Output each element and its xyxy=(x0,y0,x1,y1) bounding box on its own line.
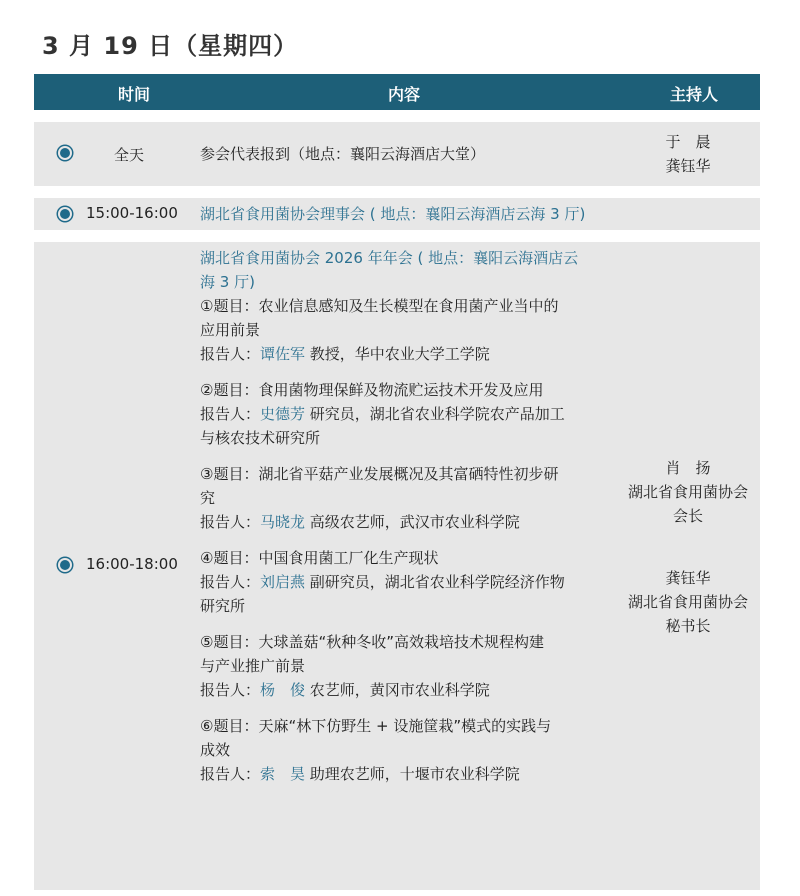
reporter-title: 研究员，湖北省农业科学院农产品加工 xyxy=(305,405,565,423)
talk-topic: 应用前景 xyxy=(200,321,261,339)
reporter-title: 教授，华中农业大学工学院 xyxy=(305,345,490,363)
row-time: 16:00-18:00 xyxy=(86,555,178,573)
talk-reporter xyxy=(200,678,620,702)
talk-topic: ①题目：农业信息感知及生长模型在食用菌产业当中的 xyxy=(200,297,559,315)
reporter-title-cont: 与核农技术研究所 xyxy=(200,429,321,447)
host-name: 肖 扬 xyxy=(665,459,711,477)
talk-topic: ⑤题目：大球盖菇“秋种冬收”高效栽培技术规程构建 xyxy=(200,633,544,651)
talk-item xyxy=(200,462,620,534)
talk-topic: ②题目：食用菌物理保鲜及物流贮运技术开发及应用 xyxy=(200,381,544,399)
host-name: 龚钰华 xyxy=(665,157,711,175)
row-content: 参会代表报到（地点：襄阳云海酒店大堂） xyxy=(200,145,486,163)
reporter-label: 报告人： xyxy=(200,573,261,591)
header-host: 主持人 xyxy=(669,85,718,104)
row-host xyxy=(608,130,768,178)
table-header xyxy=(34,74,760,110)
reporter-name: 刘启燕 xyxy=(260,573,306,591)
bullet-icon xyxy=(60,560,70,570)
talk-item xyxy=(200,546,620,618)
reporter-name: 谭佐军 xyxy=(260,345,306,363)
talk-reporter xyxy=(200,762,620,786)
reporter-title: 高级农艺师，武汉市农业科学院 xyxy=(305,513,520,531)
host-name: 于 晨 xyxy=(665,133,711,151)
schedule-row-all-day xyxy=(34,122,760,186)
talk-topic: ③题目：湖北省平菇产业发展概况及其富硒特性初步研 xyxy=(200,465,559,483)
row-content: 湖北省食用菌协会理事会 ( 地点：襄阳云海酒店云海 3 厅) xyxy=(200,205,586,223)
meeting-headline: 湖北省食用菌协会 2026 年年会 ( 地点：襄阳云海酒店云 xyxy=(200,249,579,267)
reporter-name: 杨 俊 xyxy=(260,681,306,699)
reporter-label: 报告人： xyxy=(200,345,261,363)
reporter-name: 马晓龙 xyxy=(260,513,306,531)
reporter-name: 史德芳 xyxy=(260,405,306,423)
talk-reporter xyxy=(200,570,620,594)
bullet-icon xyxy=(60,148,70,158)
talk-reporter xyxy=(200,342,620,366)
row-time: 全天 xyxy=(114,146,145,164)
bullet-icon xyxy=(60,209,70,219)
schedule-row-council xyxy=(34,198,760,230)
schedule-row-annual-meeting xyxy=(34,242,760,890)
talk-reporter xyxy=(200,510,620,534)
reporter-title-cont: 研究所 xyxy=(200,597,246,615)
reporter-name: 索 昊 xyxy=(260,765,306,783)
row-time: 15:00-16:00 xyxy=(86,204,178,222)
host-name: 龚钰华 xyxy=(665,569,711,587)
host-role: 会长 xyxy=(672,507,703,525)
talk-reporter xyxy=(200,402,620,426)
talk-item xyxy=(200,714,620,786)
talk-topic: 与产业推广前景 xyxy=(200,657,306,675)
reporter-label: 报告人： xyxy=(200,513,261,531)
host-block-president xyxy=(608,456,768,528)
host-block-secretary xyxy=(608,566,768,638)
talk-item xyxy=(200,630,620,702)
reporter-label: 报告人： xyxy=(200,405,261,423)
host-role: 湖北省食用菌协会 xyxy=(627,483,748,501)
host-role: 秘书长 xyxy=(665,617,711,635)
reporter-label: 报告人： xyxy=(200,681,261,699)
talk-item xyxy=(200,294,620,366)
page-title: 3 月 19 日（星期四） xyxy=(42,32,299,60)
header-content: 内容 xyxy=(387,85,420,104)
talk-topic: ⑥题目：天麻“林下仿野生 + 设施筐栽”模式的实践与 xyxy=(200,717,552,735)
annual-meeting-content xyxy=(200,246,620,786)
talk-topic: 成效 xyxy=(200,741,231,759)
meeting-headline: 海 3 厅) xyxy=(200,273,255,291)
reporter-label: 报告人： xyxy=(200,765,261,783)
header-time: 时间 xyxy=(117,85,150,104)
talk-item xyxy=(200,378,620,450)
talk-topic: ④题目：中国食用菌工厂化生产现状 xyxy=(200,549,439,567)
reporter-title: 助理农艺师，十堰市农业科学院 xyxy=(305,765,520,783)
host-role: 湖北省食用菌协会 xyxy=(627,593,748,611)
reporter-title: 农艺师，黄冈市农业科学院 xyxy=(305,681,490,699)
reporter-title: 副研究员，湖北省农业科学院经济作物 xyxy=(305,573,565,591)
talk-topic: 究 xyxy=(200,489,216,507)
